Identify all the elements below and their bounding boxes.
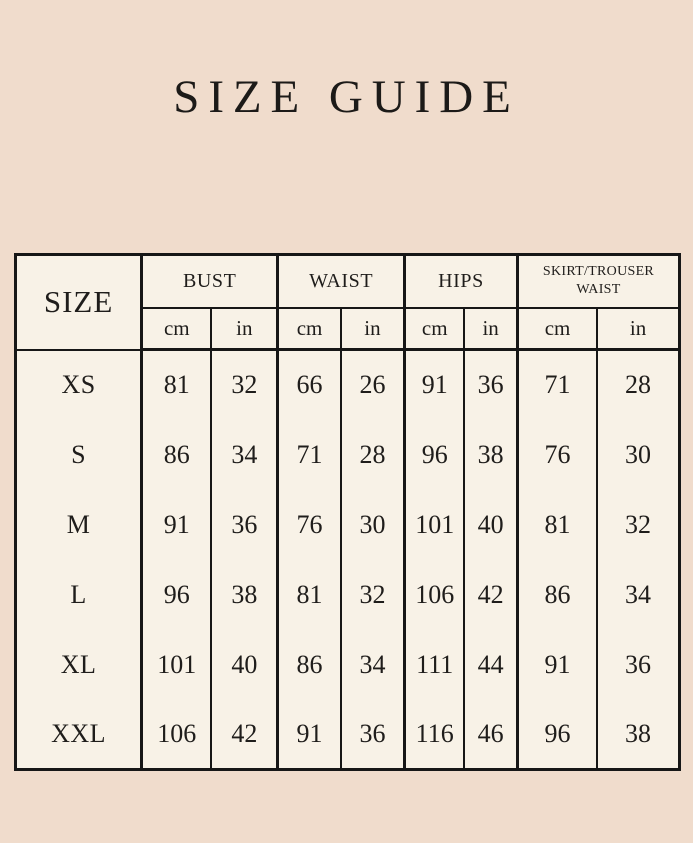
measurement-cell: 36 — [211, 490, 277, 560]
size-row-label: M — [16, 490, 142, 560]
table-row-s — [16, 420, 680, 490]
measurement-cell: 44 — [464, 630, 517, 700]
group-header-waist: WAIST — [278, 255, 405, 308]
measurement-cell: 38 — [464, 420, 517, 490]
table-group-header-row — [16, 255, 680, 308]
measurement-cell: 42 — [211, 700, 277, 770]
measurement-cell: 32 — [211, 350, 277, 420]
measurement-cell: 40 — [211, 630, 277, 700]
measurement-cell: 106 — [157, 718, 197, 748]
unit-header-waist-in: in — [341, 308, 405, 350]
table-row-m — [16, 490, 680, 560]
measurement-cell: 28 — [341, 420, 405, 490]
measurement-cell: 116 — [405, 700, 465, 770]
measurement-cell: 81 — [517, 490, 597, 560]
measurement-cell: 111 — [405, 630, 465, 700]
measurement-cell: 36 — [597, 630, 679, 700]
size-row-label: XL — [16, 630, 142, 700]
unit-header-bust-cm: cm — [142, 308, 212, 350]
page-title: SIZE GUIDE — [173, 71, 520, 123]
size-guide-table-container — [14, 253, 680, 771]
measurement-cell: 96 — [517, 700, 597, 770]
unit-header-skirt-in: in — [597, 308, 679, 350]
measurement-cell: 32 — [341, 560, 405, 630]
measurement-cell: 28 — [597, 350, 679, 420]
size-row-label: L — [16, 560, 142, 630]
measurement-cell: 38 — [597, 700, 679, 770]
unit-header-bust-in: in — [211, 308, 277, 350]
measurement-cell: 38 — [211, 560, 277, 630]
measurement-cell: 71 — [517, 350, 597, 420]
table-row-l — [16, 560, 680, 630]
size-row-label: XXL — [16, 700, 142, 770]
table-row-xxl — [16, 700, 680, 770]
measurement-cell: 86 — [163, 439, 190, 469]
measurement-cell: 81 — [278, 560, 341, 630]
measurement-cell: 30 — [341, 490, 405, 560]
unit-header-waist-cm: cm — [278, 308, 341, 350]
measurement-cell: 71 — [278, 420, 341, 490]
group-header-bust: BUST — [142, 255, 278, 308]
measurement-cell: 101 — [157, 649, 197, 679]
measurement-cell: 86 — [278, 630, 341, 700]
size-guide-table — [14, 253, 681, 771]
group-header-skirt-trouser-waist: SKIRT/TROUSER WAIST — [517, 255, 679, 308]
measurement-cell: 34 — [597, 560, 679, 630]
size-column-header: SIZE — [16, 255, 142, 350]
measurement-cell: 36 — [464, 350, 517, 420]
table-row-xl — [16, 630, 680, 700]
measurement-cell: 81 — [163, 370, 190, 400]
size-row-label: XS — [16, 350, 142, 420]
measurement-cell: 32 — [597, 490, 679, 560]
measurement-cell: 91 — [405, 350, 465, 420]
unit-header-skirt-cm: cm — [517, 308, 597, 350]
measurement-cell: 91 — [517, 630, 597, 700]
measurement-cell: 34 — [341, 630, 405, 700]
measurement-cell: 42 — [464, 560, 517, 630]
unit-header-hips-cm: cm — [405, 308, 465, 350]
measurement-cell: 40 — [464, 490, 517, 560]
measurement-cell: 96 — [163, 579, 190, 609]
measurement-cell: 34 — [211, 420, 277, 490]
measurement-cell: 66 — [278, 350, 341, 420]
measurement-cell: 26 — [341, 350, 405, 420]
measurement-cell: 86 — [517, 560, 597, 630]
size-row-label: S — [16, 420, 142, 490]
measurement-cell: 30 — [597, 420, 679, 490]
measurement-cell: 76 — [517, 420, 597, 490]
measurement-cell: 91 — [278, 700, 341, 770]
measurement-cell: 36 — [341, 700, 405, 770]
measurement-cell: 101 — [405, 490, 465, 560]
measurement-cell: 96 — [405, 420, 465, 490]
unit-header-hips-in: in — [464, 308, 517, 350]
measurement-cell: 76 — [278, 490, 341, 560]
table-row-xs — [16, 350, 680, 420]
measurement-cell: 46 — [464, 700, 517, 770]
group-header-hips: HIPS — [405, 255, 518, 308]
measurement-cell: 91 — [163, 509, 190, 539]
measurement-cell: 106 — [405, 560, 465, 630]
